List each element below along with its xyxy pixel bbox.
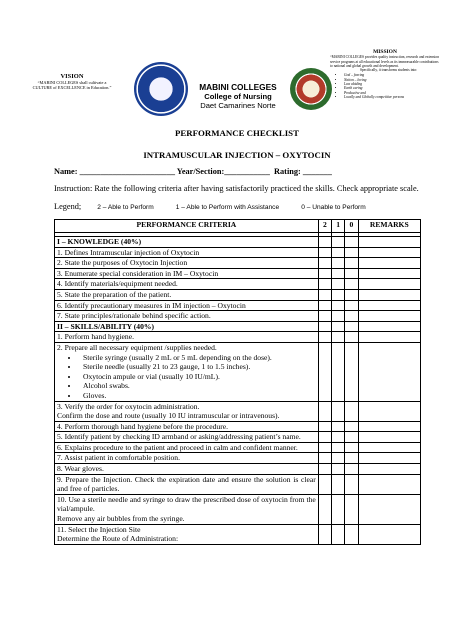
mabini-colleges-seal-icon bbox=[134, 62, 188, 116]
score-cell[interactable] bbox=[318, 421, 331, 432]
mission-item: • Law abiding bbox=[344, 82, 440, 86]
remarks-cell[interactable] bbox=[358, 442, 420, 453]
year-section-field[interactable]: ___________ bbox=[224, 167, 270, 176]
remarks-cell[interactable] bbox=[358, 474, 420, 494]
score-cell[interactable] bbox=[345, 432, 358, 443]
criterion: 7. State principles/rationale behind specific action. bbox=[55, 311, 319, 322]
criterion: 6. Identify precautionary measures in IM injection – Oxytocin bbox=[55, 300, 319, 311]
score-cell[interactable] bbox=[318, 432, 331, 443]
score-cell[interactable] bbox=[332, 524, 345, 544]
criterion bbox=[55, 524, 319, 544]
score-cell[interactable] bbox=[332, 311, 345, 322]
college-of-nursing-seal-icon bbox=[290, 68, 332, 110]
score-cell[interactable] bbox=[345, 300, 358, 311]
score-cell[interactable] bbox=[332, 453, 345, 464]
score-cell[interactable] bbox=[345, 453, 358, 464]
criterion-text: Determine the Route of Administration: bbox=[57, 534, 179, 544]
score-cell[interactable] bbox=[345, 279, 358, 290]
score-cell[interactable] bbox=[332, 474, 345, 494]
score-cell[interactable] bbox=[318, 279, 331, 290]
remarks-cell[interactable] bbox=[358, 300, 420, 311]
equipment-item: • Gloves. bbox=[79, 391, 316, 401]
mission-item: • Locally and Globally competitive persons bbox=[344, 95, 440, 99]
college-name: MABINI COLLEGES bbox=[199, 82, 277, 92]
equipment-item: • Sterile needle (usually 21 to 23 gauge, 1 to 1.5 inches). bbox=[79, 362, 316, 372]
score-cell[interactable] bbox=[318, 268, 331, 279]
remarks-cell[interactable] bbox=[358, 247, 420, 258]
score-cell[interactable] bbox=[332, 279, 345, 290]
mission-text-2: Specifically, it transforms students into: bbox=[360, 68, 418, 73]
legend-label: Legend; bbox=[54, 202, 82, 211]
criterion: 5. Identify patient by checking ID armband or asking/addressing patient’s name. bbox=[55, 432, 319, 443]
year-section-label: Year/Section: bbox=[176, 167, 225, 176]
criterion bbox=[55, 342, 319, 401]
table-row bbox=[55, 524, 421, 544]
table-row bbox=[55, 268, 421, 279]
vision-title: VISION bbox=[60, 73, 84, 80]
table-row bbox=[55, 247, 421, 258]
score-cell[interactable] bbox=[332, 289, 345, 300]
remarks-cell[interactable] bbox=[358, 524, 420, 544]
criterion: 9. Prepare the Injection. Check the expiration date and ensure the solution is clear and free of particles. bbox=[55, 474, 319, 494]
table-row bbox=[55, 453, 421, 464]
remarks-cell[interactable] bbox=[358, 401, 420, 421]
score-cell[interactable] bbox=[332, 268, 345, 279]
equipment-list bbox=[57, 353, 316, 401]
instruction-text: Instruction: Rate the following criteria after having satisfactorily practiced the skills. Check appropriate scale. bbox=[54, 184, 419, 193]
remarks-cell[interactable] bbox=[358, 332, 420, 343]
score-cell[interactable] bbox=[318, 247, 331, 258]
remarks-cell[interactable] bbox=[358, 258, 420, 269]
equipment-item: • Sterile syringe (usually 2 mL or 5 mL depending on the dose). bbox=[79, 353, 316, 363]
score-cell[interactable] bbox=[332, 237, 345, 248]
name-label: Name: bbox=[54, 167, 78, 176]
mission-title: MISSION bbox=[373, 49, 397, 55]
score-cell[interactable] bbox=[345, 332, 358, 343]
score-cell[interactable] bbox=[332, 247, 345, 258]
remarks-cell[interactable] bbox=[358, 268, 420, 279]
score-cell[interactable] bbox=[318, 258, 331, 269]
score-cell[interactable] bbox=[318, 453, 331, 464]
table-row bbox=[55, 494, 421, 524]
document-subtitle: INTRAMUSCULAR INJECTION – OXYTOCIN bbox=[143, 150, 331, 160]
score-cell[interactable] bbox=[332, 332, 345, 343]
criterion: 3. Enumerate special consideration in IM – Oxytocin bbox=[55, 268, 319, 279]
header-score-2: 2 bbox=[318, 220, 331, 233]
score-cell[interactable] bbox=[318, 289, 331, 300]
score-cell[interactable] bbox=[318, 237, 331, 248]
table-row bbox=[55, 342, 421, 401]
table-row bbox=[55, 289, 421, 300]
remarks-cell[interactable] bbox=[358, 237, 420, 248]
table-row bbox=[55, 442, 421, 453]
remarks-cell[interactable] bbox=[358, 464, 420, 475]
section-title-skills: II – SKILLS/ABILITY (40%) bbox=[55, 321, 319, 332]
equipment-item: • Alcohol swabs. bbox=[79, 381, 316, 391]
score-cell[interactable] bbox=[318, 300, 331, 311]
score-cell[interactable] bbox=[345, 289, 358, 300]
remarks-cell[interactable] bbox=[358, 279, 420, 290]
table-row bbox=[55, 332, 421, 343]
remarks-cell[interactable] bbox=[358, 494, 420, 524]
score-cell[interactable] bbox=[345, 237, 358, 248]
equipment-item: • Oxytocin ampule or vial (usually 10 IU/mL). bbox=[79, 372, 316, 382]
score-cell[interactable] bbox=[318, 494, 331, 524]
table-row bbox=[55, 258, 421, 269]
score-cell[interactable] bbox=[332, 401, 345, 421]
criterion: 7. Assist patient in comfortable position. bbox=[55, 453, 319, 464]
score-cell[interactable] bbox=[332, 494, 345, 524]
table-row bbox=[55, 401, 421, 421]
score-cell[interactable] bbox=[345, 421, 358, 432]
score-cell[interactable] bbox=[345, 268, 358, 279]
legend-item: 2 – Able to Perform bbox=[97, 204, 154, 211]
score-cell[interactable] bbox=[332, 464, 345, 475]
score-cell[interactable] bbox=[332, 442, 345, 453]
table-row bbox=[55, 421, 421, 432]
criterion-text: 3. Verify the order for oxytocin administration. bbox=[57, 401, 200, 411]
remarks-cell[interactable] bbox=[358, 289, 420, 300]
mission-block bbox=[330, 50, 440, 99]
legend bbox=[54, 202, 420, 211]
criterion bbox=[55, 401, 319, 421]
rating-label: Rating: bbox=[274, 167, 301, 176]
criterion: 4. Perform thorough hand hygiene before the procedure. bbox=[55, 421, 319, 432]
mission-item: • Productive and bbox=[344, 91, 440, 95]
score-cell[interactable] bbox=[332, 258, 345, 269]
header-remarks: REMARKS bbox=[358, 220, 420, 233]
table-row bbox=[55, 279, 421, 290]
mission-text: “MABINI COLLEGES provides quality instruction, research and extension service programs at all educational levels as its immeasurable contributions to national and global growth and development. bbox=[330, 55, 439, 68]
score-cell[interactable] bbox=[345, 401, 358, 421]
legend-item: 0 – Unable to Perform bbox=[301, 204, 366, 211]
score-cell[interactable] bbox=[345, 474, 358, 494]
criterion: 6. Explains procedure to the patient and proceed in calm and confident manner. bbox=[55, 442, 319, 453]
mission-item: • Nation – loving bbox=[344, 78, 440, 82]
score-cell[interactable] bbox=[318, 311, 331, 322]
section-row bbox=[55, 321, 421, 332]
header-criteria: PERFORMANCE CRITERIA bbox=[55, 220, 319, 233]
vision-text: “MABINI COLLEGES shall cultivate a CULTURE of EXCELLENCE in Education.” bbox=[32, 80, 112, 91]
mission-item: • God – fearing bbox=[344, 73, 440, 77]
criterion bbox=[55, 494, 319, 524]
remarks-cell[interactable] bbox=[358, 342, 420, 401]
criterion-text: 2. Prepare all necessary equipment /supplies needed. bbox=[57, 342, 217, 352]
table-row bbox=[55, 300, 421, 311]
remarks-cell[interactable] bbox=[358, 311, 420, 322]
score-cell[interactable] bbox=[318, 342, 331, 401]
score-cell[interactable] bbox=[345, 494, 358, 524]
score-cell[interactable] bbox=[332, 421, 345, 432]
college-department: College of Nursing bbox=[204, 92, 272, 101]
score-cell[interactable] bbox=[332, 342, 345, 401]
criterion-text: Remove any air bubbles from the syringe. bbox=[57, 514, 185, 524]
remarks-cell[interactable] bbox=[358, 321, 420, 332]
criterion-text: 11. Select the Injection Site bbox=[57, 524, 141, 534]
score-cell[interactable] bbox=[345, 524, 358, 544]
header-score-1: 1 bbox=[332, 220, 345, 233]
criterion: 2. State the purposes of Oxytocin Injection bbox=[55, 258, 319, 269]
document-title: PERFORMANCE CHECKLIST bbox=[175, 128, 299, 138]
legend-item: 1 – Able to Perform with Assistance bbox=[175, 204, 280, 211]
score-cell[interactable] bbox=[332, 432, 345, 443]
college-name-block bbox=[190, 82, 286, 110]
score-cell[interactable] bbox=[345, 321, 358, 332]
header-score-0: 0 bbox=[345, 220, 358, 233]
score-cell[interactable] bbox=[345, 258, 358, 269]
score-cell[interactable] bbox=[332, 300, 345, 311]
table-header-row bbox=[55, 220, 421, 233]
criterion: 1. Defines Intramuscular injection of Oxytocin bbox=[55, 247, 319, 258]
score-cell[interactable] bbox=[345, 464, 358, 475]
score-cell[interactable] bbox=[318, 464, 331, 475]
score-cell[interactable] bbox=[318, 442, 331, 453]
score-cell[interactable] bbox=[318, 474, 331, 494]
student-info-line bbox=[54, 167, 332, 176]
rating-field[interactable]: _______ bbox=[302, 167, 332, 176]
remarks-cell[interactable] bbox=[358, 432, 420, 443]
score-cell[interactable] bbox=[318, 401, 331, 421]
section-title-knowledge: I – KNOWLEDGE (40%) bbox=[55, 237, 319, 248]
criterion-text: Confirm the dose and route (usually 10 IU intramuscular or intravenous). bbox=[57, 411, 280, 421]
remarks-cell[interactable] bbox=[358, 421, 420, 432]
college-location: Daet Camarines Norte bbox=[200, 101, 276, 110]
mission-list bbox=[344, 73, 440, 99]
score-cell[interactable] bbox=[345, 247, 358, 258]
criterion: 1. Perform hand hygiene. bbox=[55, 332, 319, 343]
score-cell[interactable] bbox=[318, 524, 331, 544]
section-row bbox=[55, 237, 421, 248]
table-row bbox=[55, 432, 421, 443]
table-row bbox=[55, 474, 421, 494]
score-cell[interactable] bbox=[345, 311, 358, 322]
score-cell[interactable] bbox=[318, 321, 331, 332]
performance-checklist-table bbox=[54, 219, 421, 545]
criterion-text: 10. Use a sterile needle and syringe to draw the prescribed dose of oxytocin from the vial/ampule. bbox=[57, 494, 316, 514]
score-cell[interactable] bbox=[318, 332, 331, 343]
criterion: 8. Wear gloves. bbox=[55, 464, 319, 475]
score-cell[interactable] bbox=[332, 321, 345, 332]
criterion: 4. Identify materials/equipment needed. bbox=[55, 279, 319, 290]
mission-item: • Earth caring bbox=[344, 86, 440, 90]
table-row bbox=[55, 311, 421, 322]
name-field[interactable]: _______________________ bbox=[79, 167, 175, 176]
criterion: 5. State the preparation of the patient. bbox=[55, 289, 319, 300]
remarks-cell[interactable] bbox=[358, 453, 420, 464]
score-cell[interactable] bbox=[345, 342, 358, 401]
score-cell[interactable] bbox=[345, 442, 358, 453]
table-row bbox=[55, 464, 421, 475]
vision-block bbox=[28, 74, 116, 91]
